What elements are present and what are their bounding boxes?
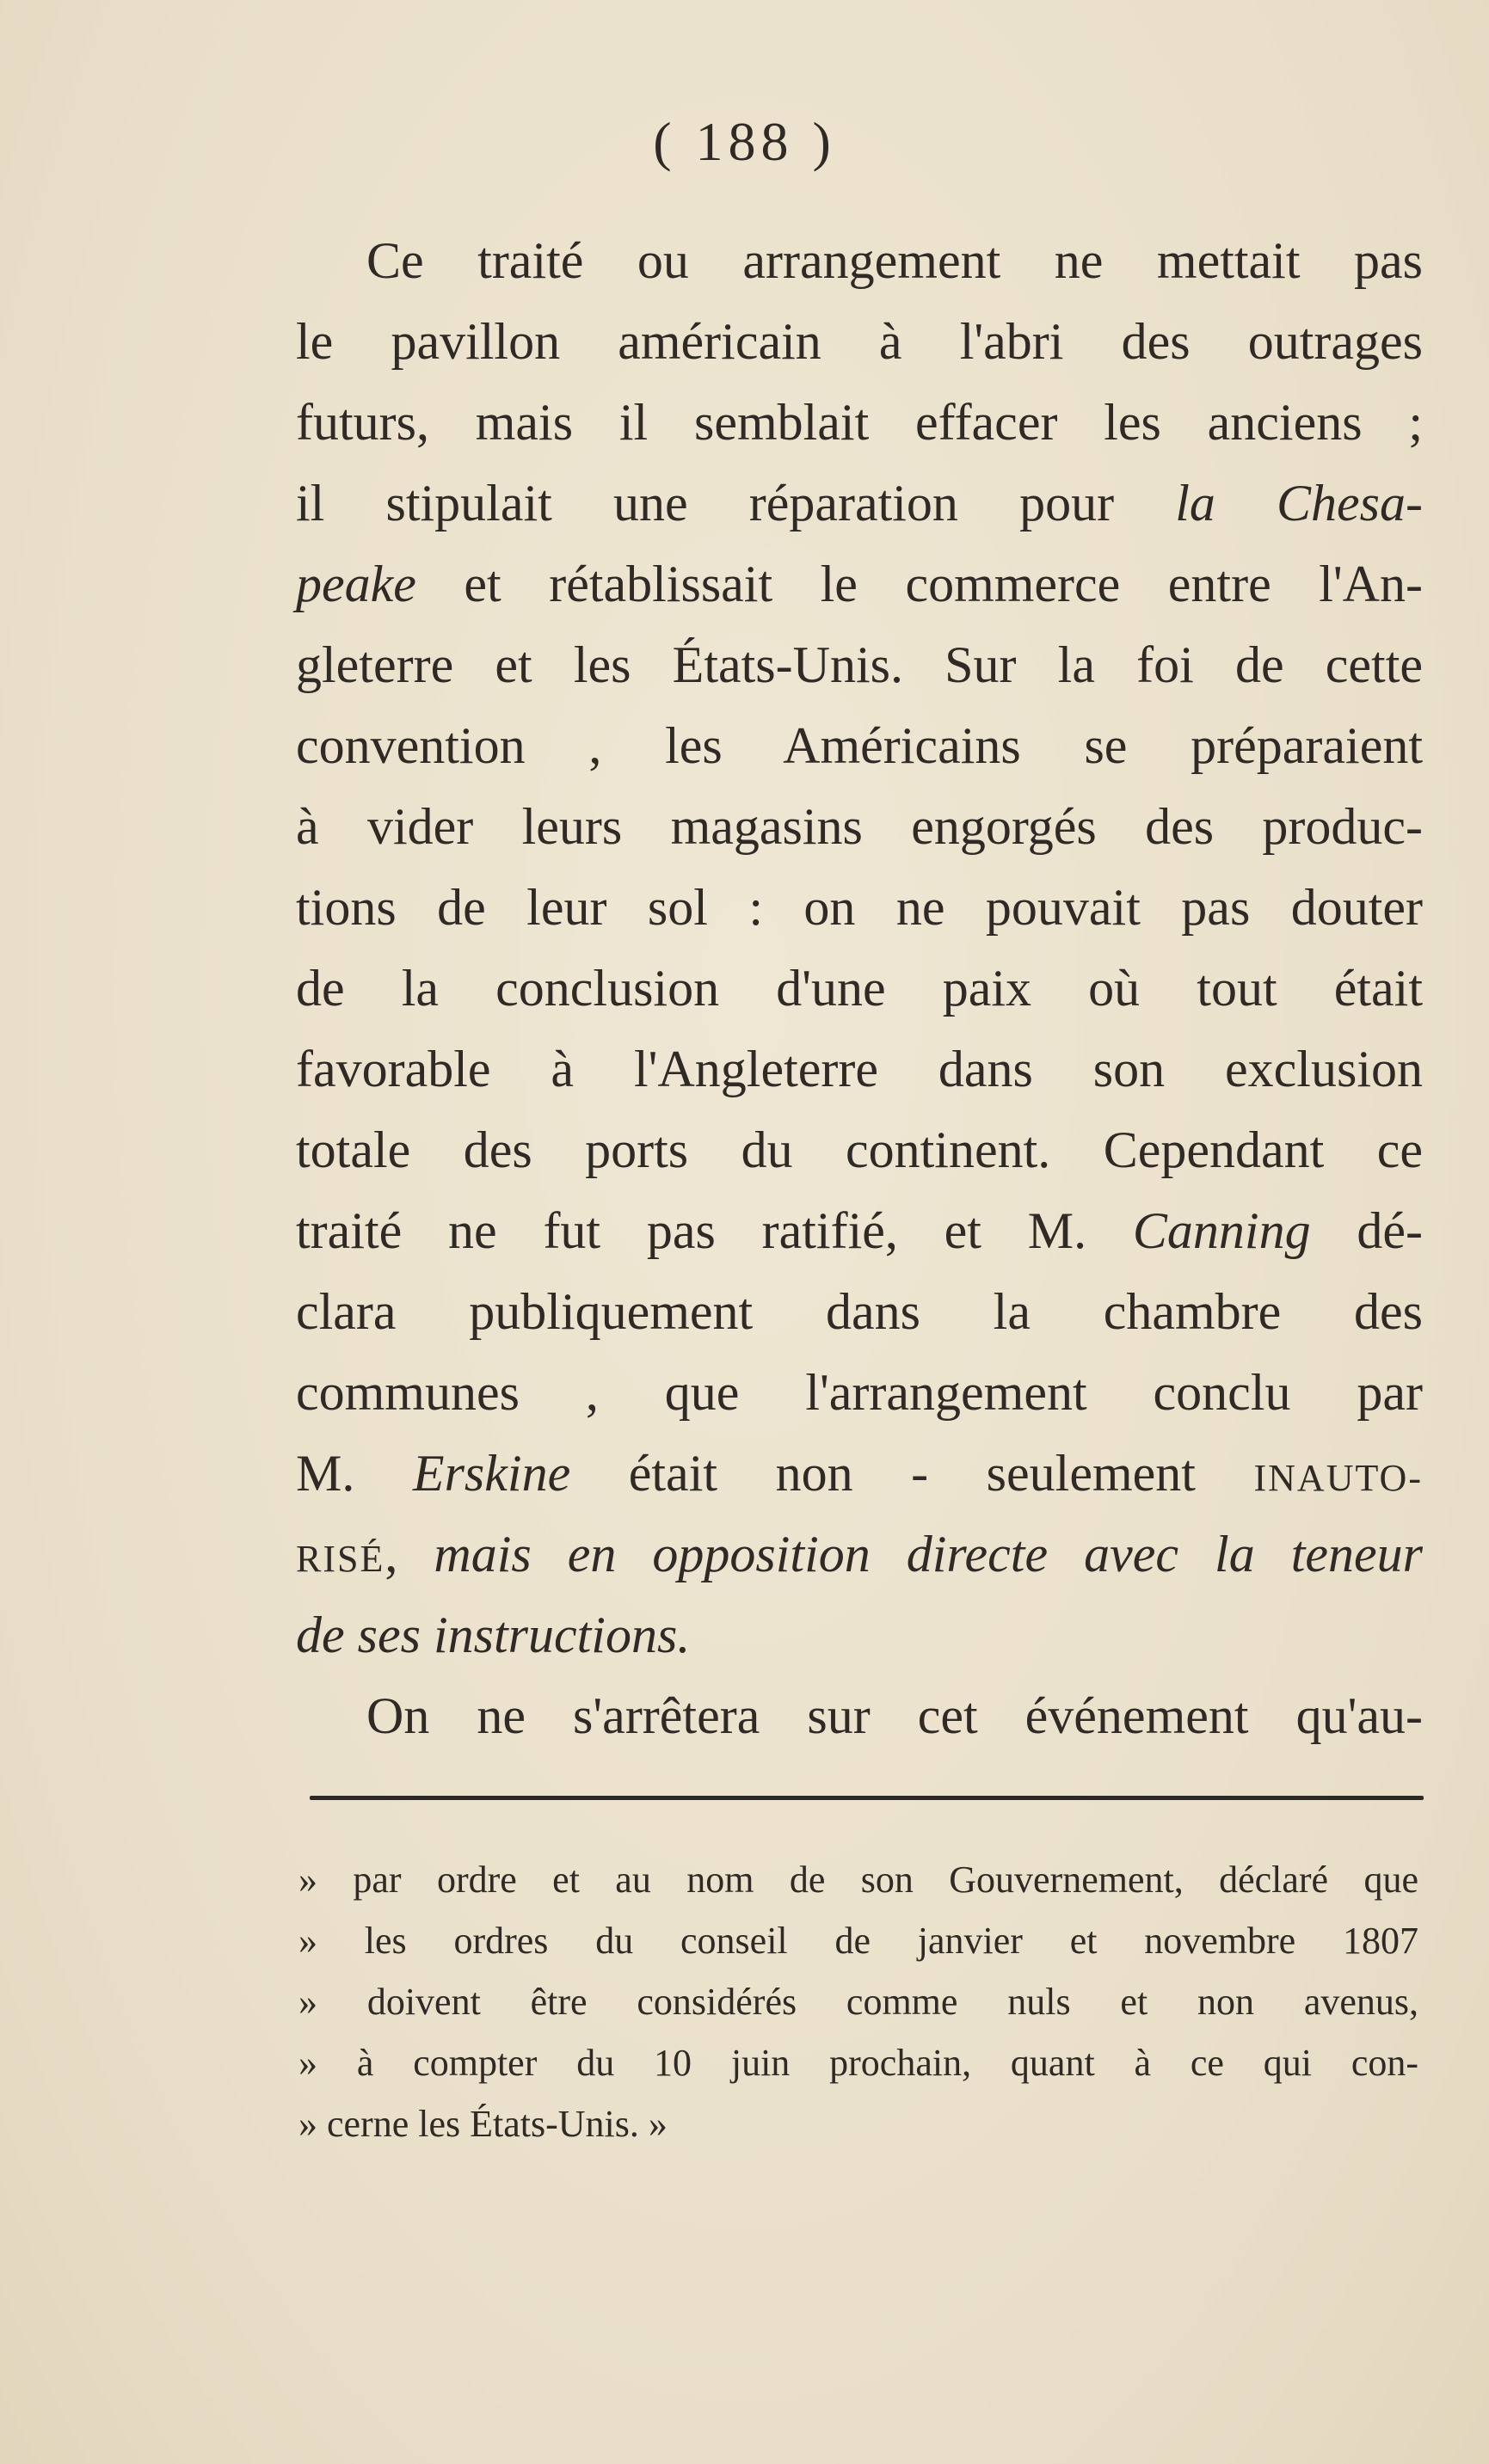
italic-text: peake [296, 556, 416, 612]
text-line [296, 796, 1423, 857]
small-caps-text: RISÉ [296, 1538, 385, 1580]
text-line [296, 1605, 1423, 1665]
text-line [296, 311, 1423, 372]
text-segment: il stipulait une réparation pour [296, 475, 1176, 532]
text-segment: On ne s'arrêtera sur cet événement qu'au- [366, 1687, 1423, 1744]
text-segment: communes , que l'arrangement conclu par [296, 1364, 1423, 1421]
italic-text: mais en opposition directe avec la teneur [434, 1526, 1423, 1582]
italic-text: Canning [1132, 1202, 1311, 1259]
text-segment: tions de leur sol : on ne pouvait pas douter [296, 879, 1423, 936]
text-line [296, 1120, 1423, 1180]
text-line [296, 877, 1423, 937]
text-segment: à vider leurs magasins engorgés des produc- [296, 798, 1423, 855]
text-line [296, 392, 1423, 452]
text-segment: était non - seulement [570, 1445, 1254, 1502]
text-segment: M. [296, 1445, 413, 1502]
text-segment: et rétablissait le commerce entre l'An- [415, 556, 1423, 612]
footnote-line: » les ordres du conseil de janvier et novembre 1807 [298, 1920, 1418, 1962]
text-line [296, 1039, 1423, 1099]
small-caps-text: INAUTO- [1253, 1457, 1423, 1499]
text-line [296, 230, 1423, 291]
text-segment: , [385, 1526, 434, 1582]
text-segment: convention , les Américains se préparaient [296, 717, 1423, 774]
text-segment: favorable à l'Angleterre dans son exclusion [296, 1041, 1423, 1097]
text-line [296, 635, 1423, 695]
footnote-line: » cerne les États-Unis. » [298, 2103, 668, 2145]
text-segment: le pavillon américain à l'abri des outrages [296, 313, 1423, 370]
text-segment: clara publiquement dans la chambre des [296, 1283, 1423, 1340]
footnote-line: » doivent être considérés comme nuls et non avenus, [298, 1981, 1418, 2023]
text-segment: traité ne fut pas ratifié, et M. [296, 1202, 1133, 1259]
text-line [296, 1281, 1423, 1342]
text-segment: de la conclusion d'une paix où tout était [296, 960, 1423, 1017]
italic-text: Erskine [412, 1445, 571, 1502]
text-line [296, 1686, 1423, 1746]
text-line [296, 958, 1423, 1018]
footnote-line: » par ordre et au nom de son Gouvernement, déclaré que [298, 1859, 1418, 1901]
text-segment: totale des ports du continent. Cependant ce [296, 1121, 1423, 1178]
text-line [296, 1443, 1423, 1509]
italic-text: la Chesa- [1175, 475, 1423, 532]
text-segment: Ce traité ou arrangement ne mettait pas [366, 232, 1423, 289]
text-line [296, 1362, 1423, 1422]
text-line [296, 716, 1423, 776]
text-segment: gleterre et les États-Unis. Sur la foi de cette [296, 636, 1423, 693]
text-line [296, 554, 1423, 614]
text-line [296, 1201, 1423, 1261]
footnote-line: » à compter du 10 juin prochain, quant à ce qui con- [298, 2042, 1418, 2084]
italic-text: de ses instructions. [296, 1607, 691, 1663]
text-line [296, 473, 1423, 533]
text-segment: futurs, mais il semblait effacer les anciens ; [296, 394, 1423, 451]
page-number: ( 188 ) [653, 111, 836, 172]
text-segment: dé- [1310, 1202, 1423, 1259]
text-line [296, 1524, 1423, 1589]
footnote-separator-rule [310, 1796, 1424, 1800]
